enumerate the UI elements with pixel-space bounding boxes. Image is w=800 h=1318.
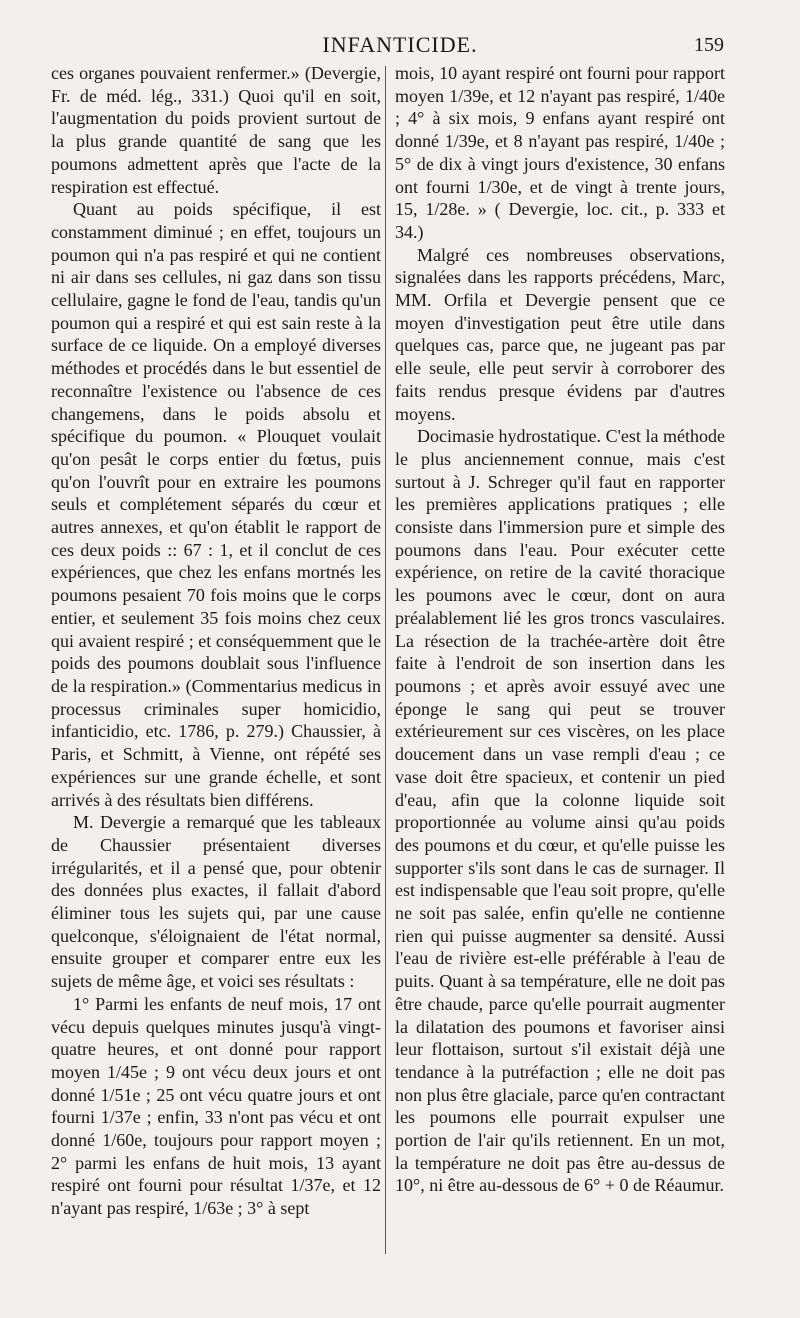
page-number: 159 — [694, 34, 724, 56]
running-title: INFANTICIDE. — [322, 32, 478, 57]
paragraph: Docimasie hydrostatique. C'est la méthode le plus anciennement connue, mais c'est surtout à J. Schreger qu'il faut en rapporter les premières applications pratiques ; elle consiste dans l'immersion pure et simple des poumons dans l'eau. Pour exécuter cette expérience, on retire de la cavité thoracique les poumons avec le cœur, dont on aura préalablement lié les gros troncs vasculaires. La résection de la trachée-artère doit être faite à l'endroit de son insertion dans les poumons ; et après avoir essuyé avec une éponge le sang qui peut se trouver extérieurement sur ces viscères, on les place doucement dans un vase rempli d'eau ; ce vase doit être spacieux, et contenir un pied d'eau, afin que la colonne liquide soit proportionnée au volume ainsi qu'au poids des poumons et du cœur, et qu'elle puisse les supporter s'ils sont dans le cas de surnager. Il est indispensable que l'eau soit propre, qu'elle ne soit pas salée, enfin qu'elle ne contienne rien qui puisse augmenter sa densité. Aussi l'eau de rivière est-elle préférable à l'eau de puits. Quant à sa température, elle ne doit pas être chaude, parce qu'elle pourrait augmenter la dilatation des poumons et favoriser ainsi leur flottaison, surtout s'il existait déjà une tendance à la putréfaction ; elle ne doit pas non plus être glaciale, parce qu'en contractant les poumons elle pourrait expulser une portion de l'air qu'ils retiennent. En un mot, la température ne doit pas être au-dessus de 10°, ni être au-dessous de 6° + 0 de Réaumur. — [395, 426, 725, 1196]
right-column — [395, 62, 725, 1197]
paragraph: ces organes pouvaient renfermer.» (Devergie, Fr. de méd. lég., 331.) Quoi qu'il en soit, l'augmentation du poids provient surtout de la plus grande quantité de sang que les poumons admettent après que l'acte de la respiration est effectué. — [51, 63, 381, 197]
paragraph: mois, 10 ayant respiré ont fourni pour rapport moyen 1/39e, et 12 n'ayant pas respiré, 1/40e ; 4° à six mois, 9 enfans ayant respiré ont donné 1/39e, et 8 n'ayant pas respiré, 1/40e ; 5° de dix à vingt jours d'existence, 30 enfans ont fourni 1/30e, et de vingt à trente jours, 15, 1/28e. » ( Devergie, loc. cit., p. 333 et 34.) — [395, 63, 725, 242]
column-divider — [385, 66, 386, 1254]
paragraph: Quant au poids spécifique, il est constamment diminué ; en effet, toujours un poumon qui n'a pas respiré et qui ne contient ni air dans ses cellules, ni gaz dans son tissu cellulaire, gagne le fond de l'eau, tandis qu'un poumon qui a respiré et qui est sain reste à la surface de ce liquide. On a employé diverses méthodes et procédés dans le but essentiel de reconnaître l'existence ou l'absence de ces changemens, dans le poids absolu et spécifique du poumon. « Plouquet voulait qu'on pesât le corps entier du fœtus, puis qu'on l'ouvrît pour en extraire les poumons seuls et complétement séparés du cœur et autres annexes, et qu'on établit le rapport de ces deux poids :: 67 : 1, et il conclut de ces expériences, que chez les enfans mortnés les poumons pesaient 70 fois moins que le corps entier, et seulement 35 fois moins chez ceux qui avaient respiré ; et conséquemment que le poids des poumons doublait sous l'influence de la respiration.» (Commentarius medicus in processus criminales super homicidio, infanticidio, etc. 1786, p. 279.) Chaussier, à Paris, et Schmitt, à Vienne, ont répété ses expériences sur une grande échelle, et sont arrivés à des résultats bien différens. — [51, 199, 381, 810]
paragraph: 1° Parmi les enfants de neuf mois, 17 ont vécu depuis quelques minutes jusqu'à vingt-quatre heures, et ont donné pour rapport moyen 1/45e ; 9 ont vécu deux jours et ont donné 1/51e ; 25 ont vécu quatre jours et ont fourni 1/37e ; enfin, 33 n'ont pas vécu et ont donné 1/60e, toujours pour rapport moyen ; 2° parmi les enfans de huit mois, 13 ayant respiré ont fourni pour résultat 1/37e, et 12 n'ayant pas respiré, 1/63e ; 3° à sept — [51, 993, 381, 1219]
paragraph: Malgré ces nombreuses observations, signalées dans les rapports précédens, Marc, MM. Orfila et Devergie pensent que ce moyen d'investigation peut être utile dans quelques cas, parce que, ne jugeant pas par elle seule, elle peut servir à corroborer des faits rendus presque évidens par d'autres moyens. — [395, 244, 725, 424]
paragraph: M. Devergie a remarqué que les tableaux de Chaussier présentaient diverses irrégularités, et il a pensé que, pour obtenir des données plus exactes, il fallait d'abord éliminer tous les sujets qui, par une cause quelconque, s'éloignaient de l'état normal, ensuite grouper et comparer entre eux les sujets de même âge, et voici ses résultats : — [51, 812, 381, 992]
left-column — [51, 62, 381, 1220]
